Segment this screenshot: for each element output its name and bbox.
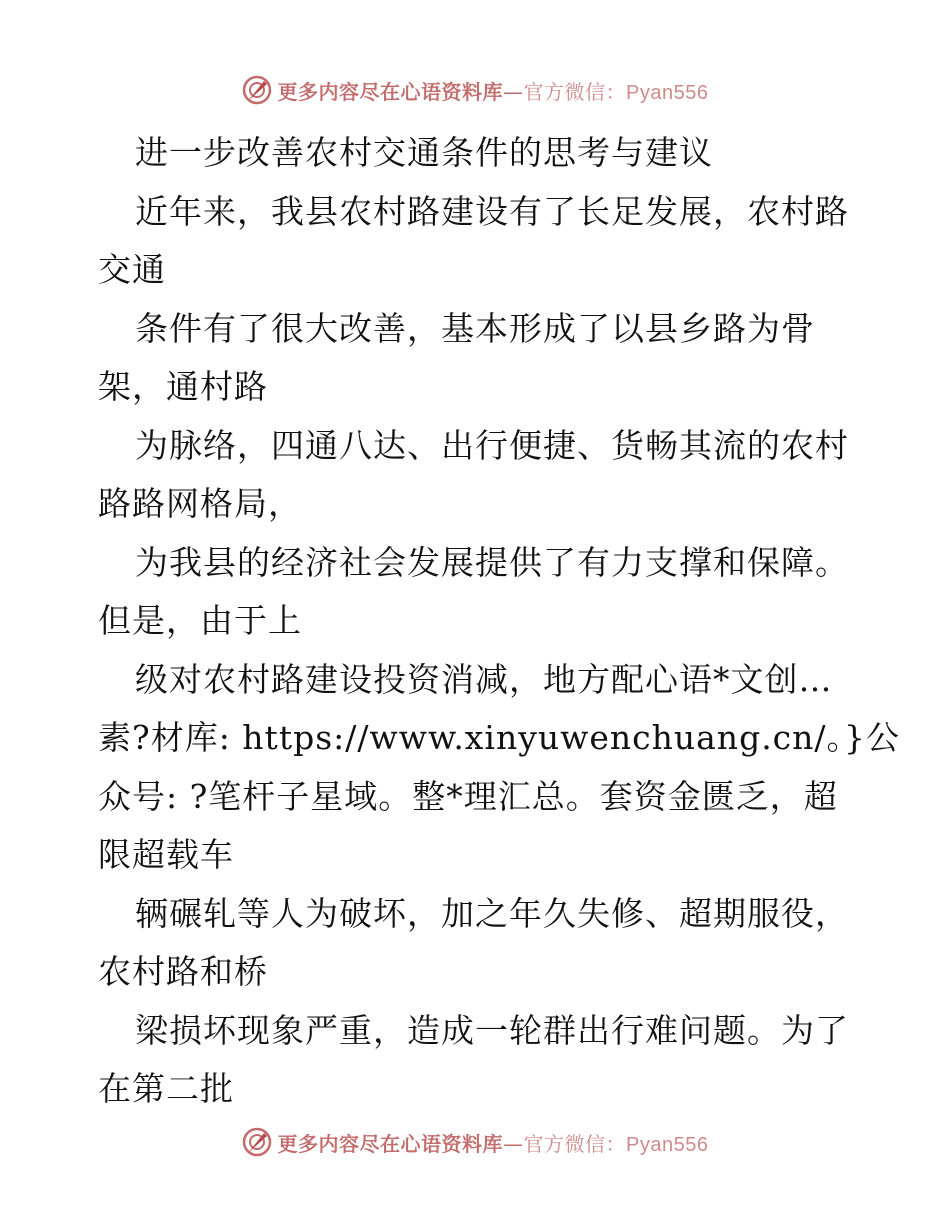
- watermark-main: 更多内容尽在心语资料库: [277, 79, 504, 104]
- document-line: 级对农村路建设投资消减，地方配心语*文创…: [135, 659, 833, 699]
- document-line: 条件有了很大改善，基本形成了以县乡路为骨: [135, 308, 815, 348]
- document-line: 素?材库: https://www.xinyuwenchuang.cn/。}公: [98, 718, 901, 757]
- watermark-id: Pyan556: [626, 81, 709, 104]
- watermark-dash: —: [503, 79, 524, 104]
- document-line: 进一步改善农村交通条件的思考与建议: [135, 133, 713, 172]
- watermark-sub: 官方微信：: [523, 79, 627, 104]
- watermark-text: [278, 1128, 709, 1157]
- document-line: 农村路和桥: [98, 952, 268, 991]
- document-line: 在第二批: [98, 1069, 234, 1108]
- document-body: [98, 124, 901, 1119]
- watermark-dash: —: [503, 1131, 524, 1156]
- document-line: 限超载车: [98, 835, 234, 874]
- watermark-main: 更多内容尽在心语资料库: [277, 1131, 504, 1156]
- document-line: 但是，由于上: [98, 601, 302, 640]
- document-line: 众号: ?笔杆子星域。整*理汇总。套资金匮乏，超: [98, 776, 838, 816]
- document-line: 路路网格局，: [98, 484, 302, 523]
- document-line: 辆碾轧等人为破坏，加之年久失修、超期服役，: [135, 893, 849, 933]
- watermark-id: Pyan556: [626, 1133, 709, 1156]
- header-watermark: [0, 70, 950, 110]
- document-line: 为我县的经济社会发展提供了有力支撑和保障。: [135, 542, 849, 582]
- document-line: 为脉络，四通八达、出行便捷、货畅其流的农村: [135, 425, 849, 465]
- document-line: 架，通村路: [98, 367, 268, 406]
- watermark-sub: 官方微信：: [523, 1131, 627, 1156]
- watermark-text: [278, 76, 709, 105]
- document-line: 交通: [98, 250, 166, 289]
- document-line: 梁损坏现象严重，造成一轮群出行难问题。为了: [135, 1010, 849, 1050]
- quill-logo-icon: [242, 1127, 272, 1157]
- footer-watermark: [0, 1122, 950, 1162]
- quill-logo-icon: [242, 75, 272, 105]
- document-line: 近年来，我县农村路建设有了长足发展，农村路: [135, 191, 849, 231]
